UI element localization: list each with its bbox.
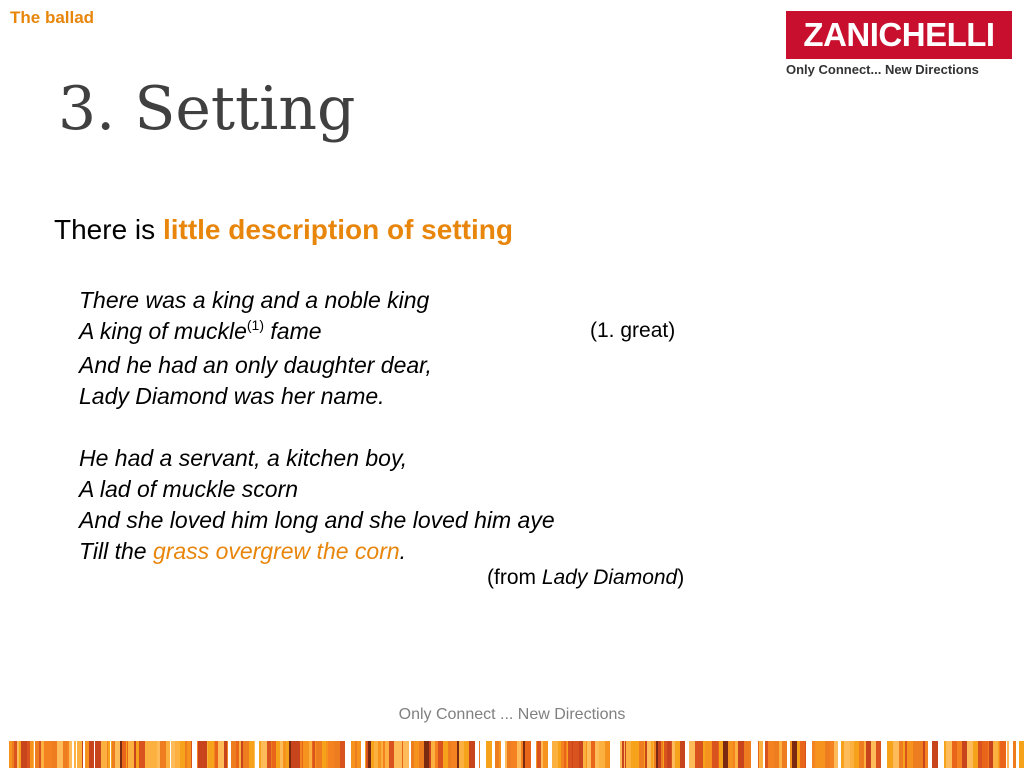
poem-line-text: . <box>399 538 407 564</box>
poem-source <box>487 566 684 590</box>
poem-line-text: fame <box>264 318 322 344</box>
poem-line: He had a servant, a kitchen boy, <box>79 445 408 471</box>
stanza-break <box>79 412 555 443</box>
slide-title: 3. Setting <box>58 74 356 144</box>
intro-prefix: There is <box>54 214 163 245</box>
publisher-logo <box>786 11 1012 77</box>
source-title: Lady Diamond <box>541 566 678 589</box>
poem-line: And she loved him long and she loved him aye <box>79 507 555 533</box>
source-suffix: ) <box>677 566 685 589</box>
poem-line <box>79 316 555 350</box>
poem-line: A lad of muckle scorn <box>79 476 299 502</box>
footnote-gloss: (1. great) <box>590 319 676 342</box>
poem-line <box>79 536 555 567</box>
logo-wordmark: ZANICHELLI <box>786 11 1012 59</box>
poem-excerpt <box>79 285 555 567</box>
source-prefix: (from <box>487 566 542 589</box>
poem-line: Lady Diamond was her name. <box>79 383 385 409</box>
logo-tagline: Only Connect... New Directions <box>786 62 979 77</box>
intro-statement <box>54 214 513 246</box>
decorative-stripe-bar <box>0 741 1024 768</box>
intro-highlight: little description of setting <box>162 214 513 245</box>
footnote-marker: (1) <box>246 317 265 333</box>
poem-line: There was a king and a noble king <box>79 287 430 313</box>
poem-highlight: grass overgrew the corn <box>152 538 400 564</box>
section-label: The ballad <box>10 8 95 27</box>
poem-line: And he had an only daughter dear, <box>79 352 432 378</box>
footer-tagline: Only Connect ... New Directions <box>398 706 626 723</box>
poem-line-text: A king of muckle <box>79 318 247 344</box>
poem-line-text: Till the <box>79 538 153 564</box>
